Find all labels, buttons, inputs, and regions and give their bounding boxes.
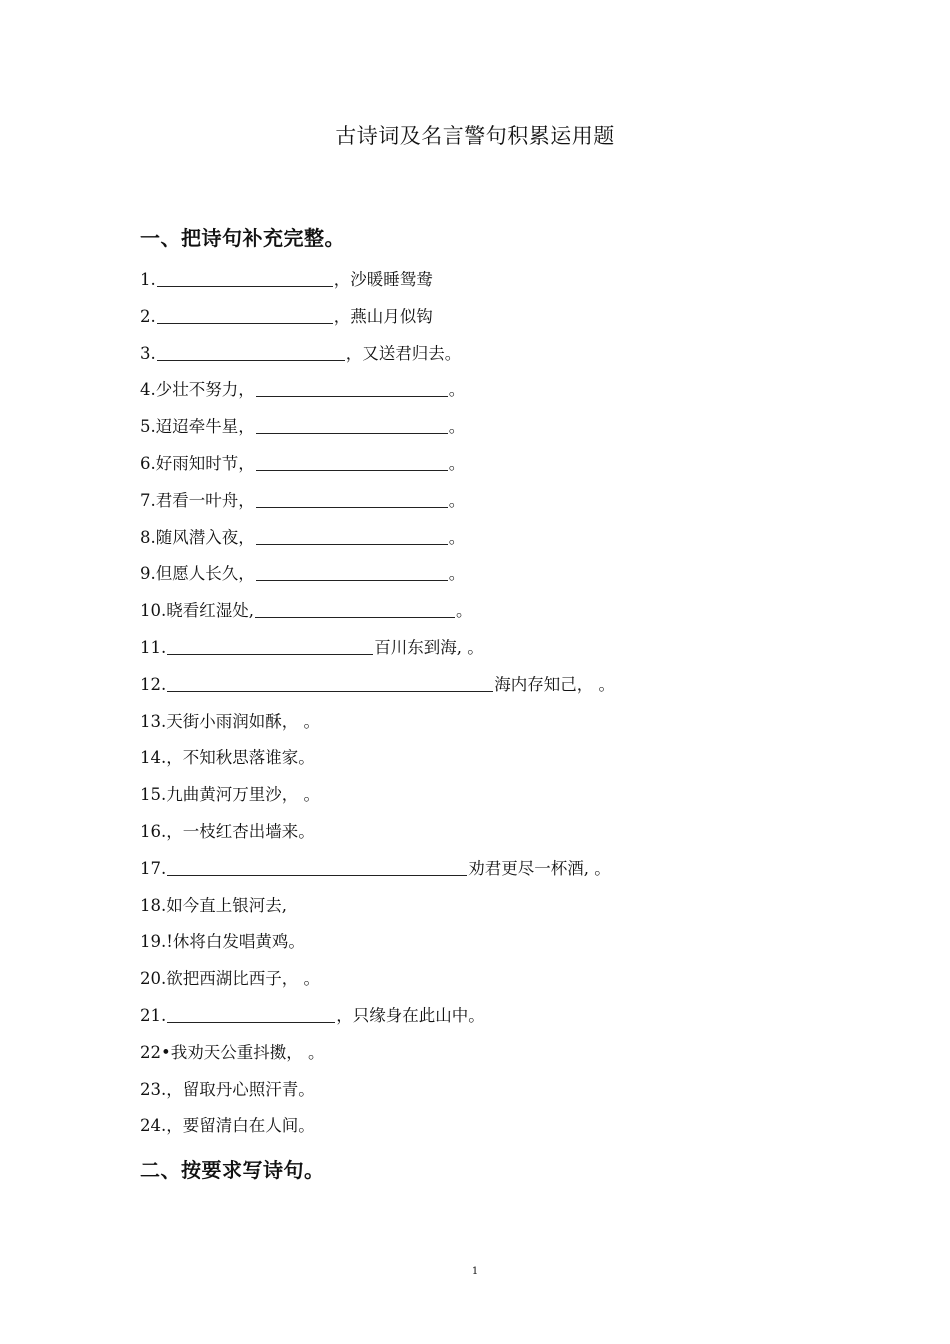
question-item-3: [140, 336, 840, 373]
question-text-end: 。: [448, 527, 466, 547]
section-heading-fill-in: 一、把诗句补充完整。: [140, 226, 345, 250]
question-text: ，一枝红杏出墙来。: [166, 821, 315, 841]
question-text: 好雨知时节，: [155, 453, 255, 473]
question-number: 2.: [140, 306, 156, 326]
question-item-10: [140, 593, 840, 630]
question-text: 劝君更尽一杯酒, 。: [468, 858, 611, 878]
question-item-18: [140, 888, 840, 925]
question-text: 如今直上银河去,: [166, 895, 287, 915]
question-number: 13.: [140, 711, 167, 731]
question-item-2: [140, 299, 840, 336]
question-text: 天街小雨润如酥， 。: [166, 711, 320, 731]
question-text: 晓看红湿处,: [166, 601, 254, 621]
question-number: 15.: [140, 785, 167, 805]
question-text: 君看一叶舟，: [155, 490, 255, 510]
question-item-7: [140, 483, 840, 520]
question-text: ，又送君归去。: [345, 343, 462, 363]
question-text-end: 。: [456, 601, 473, 621]
question-item-16: [140, 814, 840, 851]
question-number: 7.: [140, 490, 156, 510]
question-number: 18.: [140, 895, 167, 915]
question-number: 22•: [140, 1042, 171, 1062]
question-number: 3.: [140, 343, 156, 363]
question-text-end: 。: [448, 490, 466, 510]
question-item-23: [140, 1072, 840, 1109]
question-item-21: [140, 998, 840, 1035]
answer-blank[interactable]: [167, 1010, 335, 1023]
question-text: 少壮不努力，: [155, 380, 255, 400]
answer-blank[interactable]: [256, 458, 448, 471]
answer-blank[interactable]: [256, 384, 448, 397]
question-text: 海内存知己， 。: [494, 674, 615, 694]
question-number: 12.: [140, 674, 167, 694]
question-number: 8.: [140, 527, 156, 547]
answer-blank[interactable]: [256, 495, 448, 508]
section-heading-write-poems: 二、按要求写诗句。: [140, 1158, 325, 1182]
question-number: 24.: [140, 1116, 167, 1136]
question-item-9: [140, 556, 840, 593]
question-item-17: [140, 851, 840, 888]
question-text: ，不知秋思落谁家。: [166, 748, 315, 768]
question-item-6: [140, 446, 840, 483]
question-text: 百川东到海, 。: [374, 637, 484, 657]
page-number: 1: [471, 1266, 479, 1277]
answer-blank[interactable]: [167, 642, 373, 655]
question-number: 10.: [140, 601, 167, 621]
question-item-19: [140, 924, 840, 961]
question-number: 21.: [140, 1005, 167, 1025]
question-text: ，燕山月似钩: [333, 306, 433, 326]
question-number: 20.: [140, 969, 167, 989]
answer-blank[interactable]: [167, 679, 493, 692]
question-text: ，要留清白在人间。: [166, 1116, 315, 1136]
question-item-20: [140, 961, 840, 998]
question-number: 17.: [140, 858, 167, 878]
question-text: 欲把西湖比西子， 。: [166, 969, 320, 989]
question-item-14: [140, 740, 840, 777]
question-item-22: [140, 1035, 840, 1072]
question-item-8: [140, 520, 840, 557]
question-number: 14.: [140, 748, 167, 768]
question-number: 11.: [140, 637, 167, 657]
question-item-13: [140, 704, 840, 741]
question-number: 1.: [140, 270, 156, 289]
question-text-end: 。: [448, 417, 466, 437]
answer-blank[interactable]: [256, 568, 448, 581]
question-text: 我劝天公重抖擞， 。: [170, 1042, 325, 1062]
question-text: 但愿人长久，: [155, 564, 255, 584]
question-text-end: 。: [448, 564, 466, 584]
question-text: ，只缘身在此山中。: [336, 1005, 485, 1025]
question-text: ，留取丹心照汗青。: [166, 1079, 315, 1099]
question-item-11: [140, 630, 840, 667]
answer-blank[interactable]: [157, 311, 333, 324]
question-item-12: [140, 667, 840, 704]
question-text: 迢迢牵牛星，: [155, 417, 255, 437]
question-item-1: [140, 262, 840, 299]
document-title: 古诗词及名言警句积累运用题: [335, 124, 615, 148]
question-number: 6.: [140, 453, 156, 473]
answer-blank[interactable]: [167, 863, 467, 876]
question-text: 九曲黄河万里沙， 。: [166, 785, 320, 805]
question-text: ，沙暖睡鸳鸯: [333, 270, 433, 289]
question-number: 4.: [140, 380, 156, 400]
answer-blank[interactable]: [157, 348, 345, 361]
question-item-24: [140, 1108, 840, 1145]
answer-blank[interactable]: [256, 532, 448, 545]
answer-blank[interactable]: [157, 274, 333, 287]
question-text-end: 。: [448, 380, 466, 400]
question-item-4: [140, 372, 840, 409]
question-item-15: [140, 777, 840, 814]
question-number: 5.: [140, 417, 156, 437]
answer-blank[interactable]: [256, 421, 448, 434]
answer-blank[interactable]: [255, 605, 455, 618]
question-list: [140, 262, 840, 1145]
question-text: 随风潜入夜，: [155, 527, 255, 547]
question-number: 9.: [140, 564, 156, 584]
question-text-end: 。: [448, 453, 466, 473]
question-item-5: [140, 409, 840, 446]
question-number: 16.: [140, 821, 167, 841]
question-number: 19.: [140, 932, 167, 952]
question-text: !休将白发唱黄鸡。: [166, 932, 305, 952]
question-number: 23.: [140, 1079, 167, 1099]
